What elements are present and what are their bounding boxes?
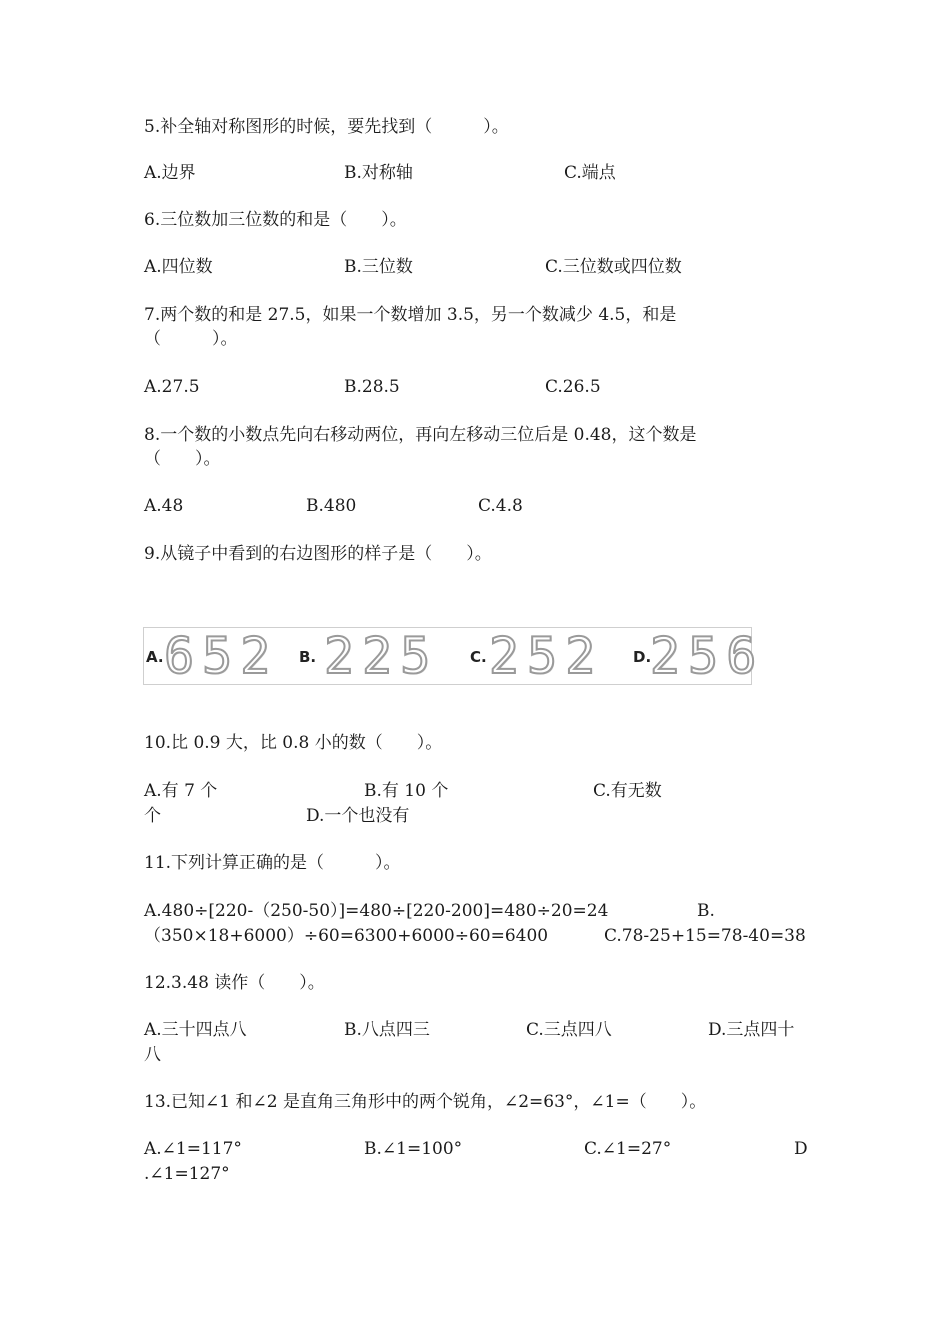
- question-6-option-b[interactable]: B.三位数: [344, 257, 413, 277]
- question-10-option-c[interactable]: C.有无数: [593, 781, 662, 801]
- question-7-stem-line2: （ ）。: [144, 329, 238, 349]
- question-8-stem-line2: （ ）。: [144, 449, 221, 469]
- question-8-option-a[interactable]: A.48: [144, 496, 184, 516]
- mirror-digits-figure: [143, 627, 765, 685]
- question-13-option-b[interactable]: B.∠1=100°: [364, 1139, 463, 1159]
- question-6-option-c[interactable]: C.三位数或四位数: [545, 257, 682, 277]
- question-6-option-a[interactable]: A.四位数: [144, 257, 213, 277]
- question-11-option-b-label[interactable]: B.: [697, 901, 715, 921]
- question-11-option-c[interactable]: C.78-25+15=78-40=38: [604, 926, 806, 946]
- question-12-option-d-cont: 八: [144, 1045, 161, 1065]
- figure-option-a-digits: 652: [164, 627, 279, 685]
- question-9-stem: 9.从镜子中看到的右边图形的样子是（ ）。: [144, 544, 492, 564]
- question-12-option-b[interactable]: B.八点四三: [344, 1020, 430, 1040]
- question-7-option-b[interactable]: B.28.5: [344, 377, 400, 397]
- question-8-option-c[interactable]: C.4.8: [478, 496, 523, 516]
- question-12-option-d[interactable]: D.三点四十: [708, 1020, 795, 1040]
- figure-option-c-label: C.: [470, 648, 487, 666]
- question-7-option-c[interactable]: C.26.5: [545, 377, 601, 397]
- question-10-option-c-cont: 个: [144, 806, 161, 826]
- question-5-option-a[interactable]: A.边界: [144, 163, 196, 183]
- question-5-option-b[interactable]: B.对称轴: [344, 163, 413, 183]
- question-10-option-a[interactable]: A.有 7 个: [144, 781, 218, 801]
- question-13-option-d-label[interactable]: D: [794, 1139, 808, 1159]
- question-12-option-a[interactable]: A.三十四点八: [144, 1020, 247, 1040]
- question-13-stem: 13.已知∠1 和∠2 是直角三角形中的两个锐角，∠2=63°，∠1=（ ）。: [144, 1092, 707, 1112]
- figure-option-b-digits: 225: [324, 627, 439, 685]
- figure-option-d-digits: 256: [650, 627, 765, 685]
- question-7-stem-line1: 7.两个数的和是 27.5，如果一个数增加 3.5，另一个数减少 4.5，和是: [144, 305, 677, 325]
- question-13-option-a[interactable]: A.∠1=117°: [144, 1139, 242, 1159]
- question-11-stem: 11.下列计算正确的是（ ）。: [144, 853, 401, 873]
- figure-option-c-digits: 252: [489, 627, 604, 685]
- question-7-option-a[interactable]: A.27.5: [144, 377, 200, 397]
- question-13-option-c[interactable]: C.∠1=27°: [584, 1139, 672, 1159]
- question-12-option-c[interactable]: C.三点四八: [526, 1020, 612, 1040]
- figure-option-a-label: A.: [146, 648, 164, 666]
- question-10-stem: 10.比 0.9 大，比 0.8 小的数（ ）。: [144, 733, 443, 753]
- question-12-stem: 12.3.48 读作（ ）。: [144, 973, 325, 993]
- question-6-stem: 6.三位数加三位数的和是（ ）。: [144, 210, 407, 230]
- question-10-option-b[interactable]: B.有 10 个: [364, 781, 449, 801]
- question-11-option-a[interactable]: A.480÷[220-（250-50）]=480÷[220-200]=480÷20=24: [144, 901, 609, 921]
- question-5-option-c[interactable]: C.端点: [564, 163, 616, 183]
- figure-option-b-label: B.: [299, 648, 317, 666]
- question-13-option-d[interactable]: .∠1=127°: [144, 1164, 230, 1184]
- figure-option-d-label: D.: [633, 648, 652, 666]
- question-10-option-d[interactable]: D.一个也没有: [306, 806, 410, 826]
- question-5-stem: 5.补全轴对称图形的时候，要先找到（ ）。: [144, 117, 509, 137]
- question-8-option-b[interactable]: B.480: [306, 496, 357, 516]
- question-11-option-b[interactable]: （350×18+6000）÷60=6300+6000÷60=6400: [144, 926, 549, 946]
- question-8-stem-line1: 8.一个数的小数点先向右移动两位，再向左移动三位后是 0.48，这个数是: [144, 425, 697, 445]
